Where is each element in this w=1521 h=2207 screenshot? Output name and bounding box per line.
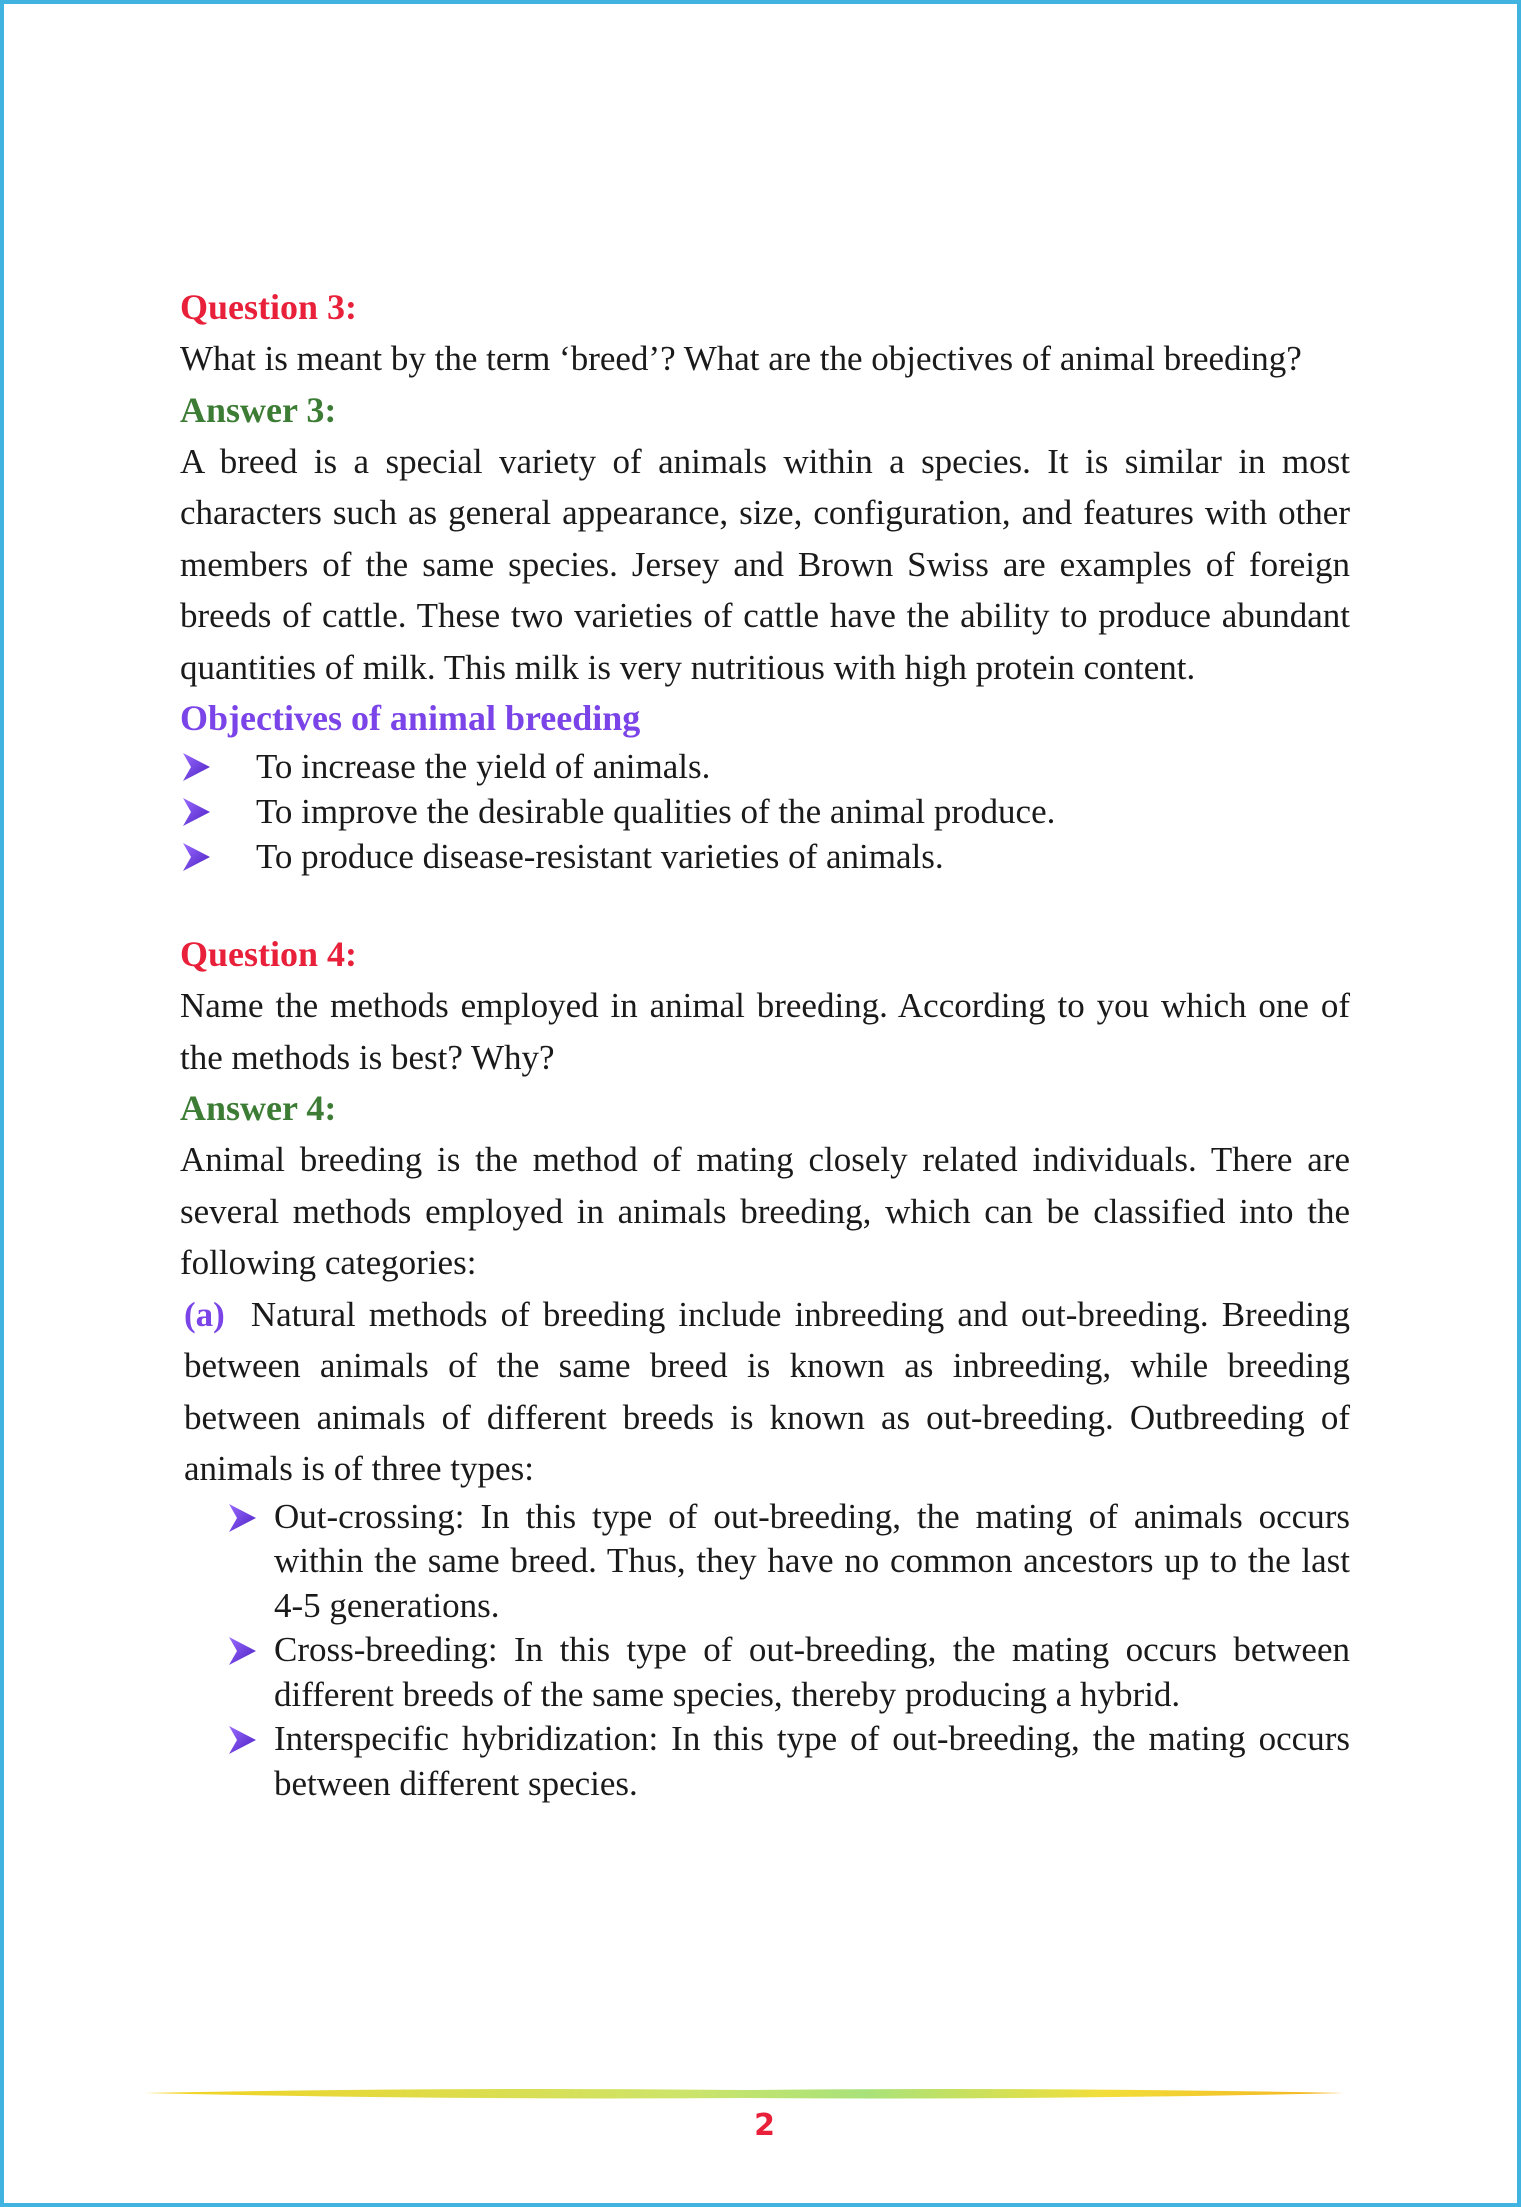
arrow-bullet-icon bbox=[180, 796, 212, 828]
type-text: Out-crossing: In this type of out-breeding, the mating of animals occurs within the same breed. Thus, they have no common ancestors up to the last 4-5 generations. bbox=[274, 1496, 1350, 1625]
list-item bbox=[180, 744, 1350, 789]
footer-divider bbox=[144, 2085, 1344, 2101]
objective-text: To improve the desirable qualities of the animal produce. bbox=[256, 792, 1056, 831]
answer-4-text: Animal breeding is the method of mating closely related individuals. There are several methods employed in animals breeding, which can be classified into the following categories: bbox=[180, 1140, 1350, 1282]
objectives-list bbox=[180, 744, 1350, 879]
outbreeding-types-list bbox=[180, 1495, 1350, 1807]
answer-4-label: Answer 4: bbox=[180, 1088, 337, 1128]
question-4-label: Question 4: bbox=[180, 934, 358, 974]
list-item bbox=[226, 1717, 1350, 1806]
item-a-label: (a) bbox=[184, 1294, 225, 1334]
page-number: 2 bbox=[754, 2108, 775, 2143]
section-gap bbox=[180, 879, 1350, 929]
answer-3-text: A breed is a special variety of animals within a species. It is similar in most characters such as general appearance, size, configuration, and features with other members of the same species. Jersey and Brown Swiss are examples of foreign breeds of cattle. These two varieties of cattle have the ability to produce abundant quantities of milk. This milk is very nutritious with high protein content. bbox=[180, 441, 1350, 687]
question-4-text: Name the methods employed in animal breeding. According to you which one of the methods is best? Why? bbox=[180, 986, 1350, 1077]
question-3-label: Question 3: bbox=[180, 287, 358, 327]
item-a-text: Natural methods of breeding include inbreeding and out-breeding. Breeding between animals of the same breed is known as inbreeding, while breeding between animals of different breeds is known as out-breeding. Outbreeding of animals is of three types: bbox=[184, 1294, 1350, 1488]
list-item bbox=[180, 834, 1350, 879]
item-a-paragraph bbox=[180, 1289, 1350, 1495]
list-item bbox=[180, 789, 1350, 834]
arrow-bullet-icon bbox=[180, 751, 212, 783]
content bbox=[180, 282, 1350, 1806]
objectives-heading: Objectives of animal breeding bbox=[180, 698, 641, 738]
type-text: Cross-breeding: In this type of out-breeding, the mating occurs between different breeds of the same species, thereby producing a hybrid. bbox=[274, 1630, 1350, 1714]
question-3-text: What is meant by the term ‘breed’? What are the objectives of animal breeding? bbox=[180, 339, 1302, 378]
arrow-bullet-icon bbox=[180, 841, 212, 873]
arrow-bullet-icon bbox=[226, 1635, 258, 1667]
arrow-bullet-icon bbox=[226, 1724, 258, 1756]
arrow-bullet-icon bbox=[226, 1502, 258, 1534]
objective-text: To increase the yield of animals. bbox=[256, 747, 711, 786]
type-text: Interspecific hybridization: In this type of out-breeding, the mating occurs between different species. bbox=[274, 1719, 1350, 1803]
objective-text: To produce disease-resistant varieties of animals. bbox=[256, 837, 944, 876]
list-item bbox=[226, 1495, 1350, 1629]
answer-3-label: Answer 3: bbox=[180, 389, 337, 430]
list-item bbox=[226, 1628, 1350, 1717]
